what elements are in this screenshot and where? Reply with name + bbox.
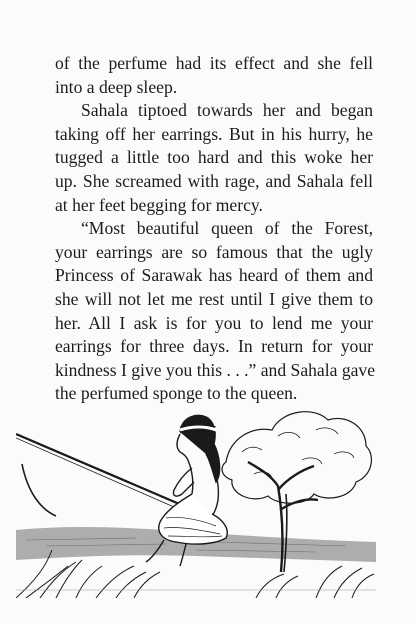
text-line: at her feet begging for mercy. [55,194,263,215]
story-text [55,52,376,406]
text-line: she will not let me rest until I give them to [55,288,373,309]
text-line: “Most beautiful queen of the Forest, [81,218,373,239]
text-line: tugged a little too hard and this woke her [55,147,373,168]
text-line: Princess of Sarawak has heard of them and [55,265,373,286]
illustration [16,390,376,598]
text-line: taking off her earrings. But in his hurry, he [55,123,373,144]
bow [22,464,56,516]
text-line: your earrings are so famous that the ugly [55,241,373,262]
text-line: the perfumed sponge to the queen. [55,383,298,404]
text-line: kindness I give you this . . .” and Sahala gave [55,359,376,380]
text-line: up. She screamed with rage, and Sahala fell [55,170,373,191]
text-line: into a deep sleep. [55,76,178,97]
text-line: earrings for three days. In return for your [55,336,373,357]
text-line: of the perfume had its effect and she fell [55,53,373,73]
text-line: her. All I ask is for you to lend me your [55,312,373,333]
text-line: Sahala tiptoed towards her and began [81,100,373,121]
